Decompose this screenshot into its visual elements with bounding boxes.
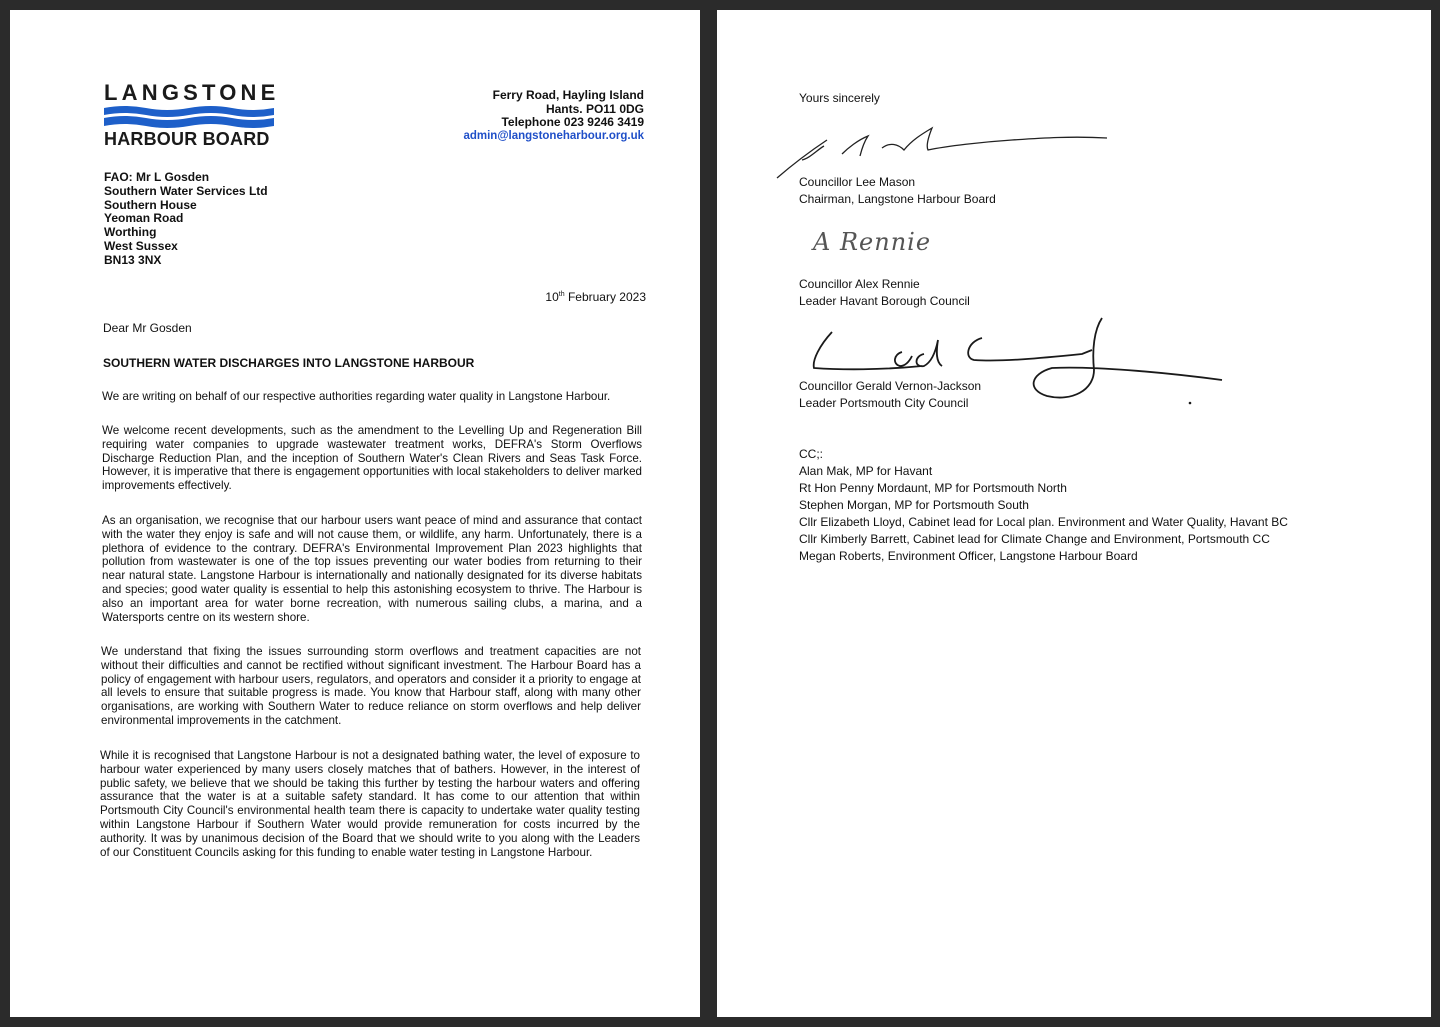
recipient-address	[104, 171, 268, 268]
cc-list	[799, 463, 1288, 565]
signatory-name: Councillor Gerald Vernon-Jackson	[799, 379, 982, 393]
date-month-year: February 2023	[564, 290, 646, 304]
recipient-line: West Sussex	[104, 238, 178, 253]
cc-item: Stephen Morgan, MP for Portsmouth South	[799, 498, 1029, 512]
recipient-line: Southern House	[104, 197, 197, 212]
sender-address-line: Ferry Road, Hayling Island	[492, 88, 644, 102]
signatory-title: Leader Portsmouth City Council	[799, 396, 969, 410]
signatory-title: Leader Havant Borough Council	[799, 294, 970, 308]
body-paragraph: We welcome recent developments, such as the amendment to the Levelling Up and Regeneration Bill requiring water companies to upgrade wastewater treatment works, DEFRA's Storm Overflows Discharge Reduction Plan, and the inception of Southern Water's Clean Rivers and Seas Task Force. However, it is imperative that there is engagement opportunities with local stakeholders to deliver marked improvements effectively.	[102, 424, 642, 493]
recipient-line: Yeoman Road	[104, 211, 184, 226]
letter-page-2	[717, 10, 1431, 1017]
sender-address	[463, 89, 644, 143]
closing: Yours sincerely	[799, 91, 880, 105]
cc-label: CC;:	[799, 447, 823, 461]
langstone-logo	[104, 80, 280, 149]
signatory-title: Chairman, Langstone Harbour Board	[799, 192, 996, 206]
recipient-line: BN13 3NX	[104, 252, 162, 267]
recipient-line: Worthing	[104, 225, 157, 240]
signatory-name: Councillor Alex Rennie	[799, 277, 920, 291]
body-paragraph: We understand that fixing the issues surrounding storm overflows and treatment capacities are not without their difficulties and cannot be rectified without significant investment. The Harbour Board has a policy of engagement with harbour users, regulators, and operators and consider it a priority to engage at all levels to ensure that suitable progress is made. You know that Harbour staff, along with many other organisations, are working with Southern Water to reduce reliance on storm overflows and help deliver environmental improvements in the catchment.	[101, 645, 641, 727]
recipient-line: Southern Water Services Ltd	[104, 183, 268, 198]
signature-alex-rennie: A Rennie	[813, 228, 932, 256]
salutation: Dear Mr Gosden	[103, 321, 192, 335]
letter-page-1	[10, 10, 700, 1017]
letter-subject: SOUTHERN WATER DISCHARGES INTO LANGSTONE HARBOUR	[103, 356, 475, 370]
body-paragraph: As an organisation, we recognise that our harbour users want peace of mind and assurance that contact with the water they enjoy is safe and will not cause them, or wildlife, any harm. Unfortunately, there is a plethora of evidence to the contrary. DEFRA's Environmental Improvement Plan 2023 highlights that pollution from wastewater is one of the top issues preventing our water bodies from returning to their near natural state. Langstone Harbour is internationally and nationally designated for its diverse habitats and species; good water quality is essential to help this astonishing ecosystem to thrive. The Harbour is also an important area for water borne recreation, with numerous sailing clubs, a marina, and a Watersports centre on its western shore.	[102, 514, 642, 624]
letter-date	[545, 290, 646, 304]
cc-item: Megan Roberts, Environment Officer, Langstone Harbour Board	[799, 549, 1138, 563]
date-day: 10	[545, 290, 559, 304]
body-paragraph: While it is recognised that Langstone Harbour is not a designated bathing water, the level of exposure to harbour water experienced by many users closely matches that of bathers. However, in the interest of public safety, we believe that we should be taking this further by testing the harbour waters and offering assurance that the water is at a suitable safety standard. It has come to our attention that within Portsmouth City Council's environmental health team there is capacity to undertake water quality testing within Langstone Harbour if Southern Water would provide remuneration for costs incurred by the authority. It was by unanimous decision of the Board that we should write to you along with the Leaders of our Constituent Councils asking for this funding to enable water testing in Langstone Harbour.	[100, 749, 640, 859]
waves-icon	[104, 106, 274, 128]
sender-telephone: Telephone 023 9246 3419	[501, 115, 644, 130]
cc-item: Cllr Elizabeth Lloyd, Cabinet lead for Local plan. Environment and Water Quality, Havant BC	[799, 515, 1288, 529]
body-paragraph: We are writing on behalf of our respective authorities regarding water quality in Langstone Harbour.	[102, 390, 611, 403]
signatory-name: Councillor Lee Mason	[799, 175, 916, 189]
cc-item: Rt Hon Penny Mordaunt, MP for Portsmouth North	[799, 481, 1067, 495]
sender-address-line: Hants. PO11 0DG	[545, 101, 644, 116]
recipient-line: FAO: Mr L Gosden	[104, 170, 210, 184]
logo-subtitle: HARBOUR BOARD	[104, 129, 270, 149]
logo-title: LANGSTONE	[104, 80, 280, 105]
cc-item: Alan Mak, MP for Havant	[799, 464, 933, 478]
cc-item: Cllr Kimberly Barrett, Cabinet lead for Climate Change and Environment, Portsmouth CC	[799, 532, 1270, 546]
date-suffix: th	[558, 291, 565, 298]
sender-email-link[interactable]: admin@langstoneharbour.org.uk	[463, 129, 644, 142]
